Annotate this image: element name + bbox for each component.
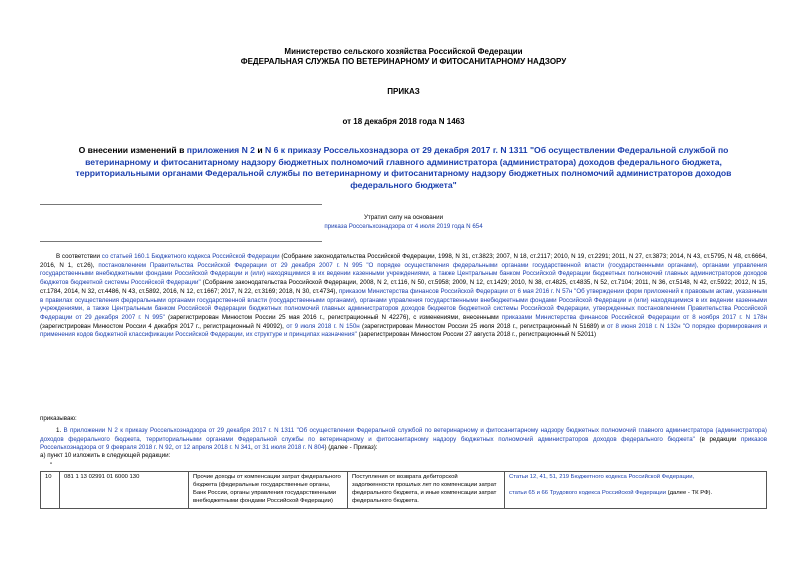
cell-legal-basis (505, 472, 767, 509)
point-1-paragraph (40, 427, 767, 453)
preamble-link[interactable]: постановлением Правительства Российской Федерации от 29 декабря 2007 г. N 995 "О порядке осуществления федеральными органами государственной власти (государственными органами), органами управления государственными внебюджетными фондами Российской Федерации и (или) находящимися в их ведении казенными учреждениями, а также Центральным банком Российской Федерации бюджетных полномочий главных администраторов доходов бюджетов бюджетной системы Российской Федерации" (40, 261, 767, 287)
preamble-link[interactable]: приказами Министерства финансов Российской Федерации от 8 ноября 2017 г. N 178н (501, 313, 767, 321)
point-1-link[interactable]: В приложении N 2 к приказу Россельхознадзора от 29 декабря 2017 г. N 1311 "Об осуществлении Федеральной службой по ветеринарному и фитосанитарному надзору бюджетных полномочий главного администратора (администратора) доходов федерального бюджета, территориальными органами Федеральной службы по ветеринарному и фитосанитарному надзору бюджетных полномочий администраторов доходов федерального бюджета" (40, 427, 767, 443)
basis-labour-code-link[interactable]: статьи 65 и 66 Трудового кодекса Российской Федерации (509, 489, 666, 496)
cell-income-name: Прочие доходы от компенсации затрат федерального бюджета (федеральные государственные органы, Банк России, органы управления государственными внебюджетными фондами Российской Федерации) (189, 472, 348, 509)
title-link-appendix-2[interactable]: приложения N 2 (186, 145, 255, 155)
title-link-appendix-6[interactable]: N 6 к приказу Россельхознадзора от 29 декабря 2017 г. N 1311 "Об осуществлении Федеральной службой по ветеринарному и фитосанитарному надзору бюджетных полномочий главного администратора (администратора) доходов федерального бюджета, территориальными органами Федеральной службы по ветеринарному и фитосанитарному надзору бюджетных полномочий администраторов доходов федерального бюджета" (75, 145, 732, 190)
preamble-text: (зарегистрирован Минюстом России 4 декабря 2017 г., регистрационный N 49092), (40, 322, 287, 330)
lost-force-label: Утратил силу на основании (363, 214, 444, 221)
subpoint-a: а) пункт 10 изложить в следующей редакции: (40, 452, 171, 459)
point-1-text: 1. (56, 427, 64, 434)
divider-top (40, 204, 322, 205)
preamble-text: В соответствии (56, 253, 102, 260)
point-1-text: , (171, 444, 176, 452)
basis-abbrev: (далее - ТК РФ). (666, 489, 713, 496)
point-1-link[interactable]: от 12 апреля 2018 г. N 341 (175, 444, 251, 452)
preamble-text: (Собрание законодательства Российской Федерации, 2008, N 2, ст.116, N 50, ст.5958; 2009, N 12, ст.1429; 2010, N 38, ст.4825, ст.4835, N 52, ст.7104; 2011, N 36, ст.5148, N 42, ст.5922; 2012, N 15, ст.1784, 2014, N 32, ст.4486, N 43, ст.5892, 2016, N 12, ст.1667; 2017, N 22, ст.3169; 2018, N 30, ст.4734), (40, 279, 767, 295)
document-title (46, 145, 761, 191)
point-1-text: , (250, 444, 255, 452)
lost-force-note (300, 213, 507, 231)
lost-force-link[interactable]: приказа Россельхознадзора от 4 июля 2019 года N 654 (324, 223, 483, 230)
cell-receipts: Поступления от возврата дебиторской задолженности прошлых лет по компенсации затрат федерального бюджета, и иные компенсации затрат федерального бюджета. (348, 472, 505, 509)
amendment-table (40, 471, 767, 509)
point-1-link[interactable]: от 31 июля 2018 г. N 804 (254, 444, 325, 452)
preamble-link[interactable]: от 9 июля 2018 г. N 150н (286, 322, 360, 330)
preamble-text: (Собрание законодательства Российской Федерации, 1998, N 31, ст.3823; 2007, N 18, ст.2117; 2010, N 19, ст.2291; 2011, N 27, ст.3873; 2014, N 43, ст.5795, N 48, ст.6664, 2016, N 1, ст.26), (40, 253, 767, 269)
preamble-paragraph (40, 253, 767, 340)
preamble-link[interactable]: со статьей 160.1 Бюджетного кодекса Российской Федерации (101, 253, 280, 260)
cell-number: 10 (41, 472, 60, 509)
preamble-link[interactable]: от 8 июня 2018 г. N 132н "О порядке формирования и применения кодов бюджетной классификации Российской Федерации, их структуре и принципах назначения" (40, 322, 768, 339)
point-1-text: ) (далее - Приказ): (324, 444, 378, 452)
preamble-text: (зарегистрирован Минюстом России 25 мая 2016 г., регистрационный N 42276), с изменениями, внесенными (164, 313, 502, 321)
preamble-text: (зарегистрирован Минюстом России 25 июля 2018 г., регистрационный N 51689) и (359, 322, 608, 330)
point-1-text: (в редакции (694, 435, 742, 443)
basis-budget-code-link[interactable]: Статьи 12, 41, 51, 219 Бюджетного кодекса Российской Федерации, (509, 474, 695, 480)
title-text: О внесении изменений в (78, 145, 187, 155)
preamble-link[interactable]: приказом Министерства финансов Российской Федерации от 6 мая 2016 г. N 57н "Об утверждении форм приложений к правовым актам, указанным в правилах осуществления федеральными органами государственной власти (государственными органами), органами управления государственными внебюджетными фондами Российской Федерации и (или) находящимися в их ведении казенными учреждениями, а также Центральным банком Российской Федерации бюджетных полномочий главных администраторов доходов бюджетов бюджетной системы Российской Федерации, утвержденных постановлением Правительства Российской Федерации от 29 декабря 2007 г. N 995" (40, 287, 767, 321)
quote-mark: " (50, 462, 53, 469)
ministry-name: Министерство сельского хозяйства Российской Федерации (284, 47, 523, 56)
document-type: ПРИКАЗ (387, 87, 420, 96)
cell-code: 081 1 13 02991 01 6000 130 (60, 472, 189, 509)
divider-bottom (40, 241, 322, 242)
service-name: ФЕДЕРАЛЬНАЯ СЛУЖБА ПО ВЕТЕРИНАРНОМУ И ФИТОСАНИТАРНОМУ НАДЗОРУ (240, 57, 567, 66)
title-text: и (254, 145, 266, 155)
document-date-number: от 18 декабря 2018 года N 1463 (342, 117, 465, 126)
table-row (41, 472, 767, 509)
point-1-link[interactable]: приказов Россельхознадзора от 9 февраля 2018 г. N 92 (40, 435, 768, 452)
preamble-text: (зарегистрирован Минюстом России 27 августа 2018 г., регистрационный N 52011) (356, 331, 597, 339)
order-word: приказываю: (40, 415, 77, 422)
